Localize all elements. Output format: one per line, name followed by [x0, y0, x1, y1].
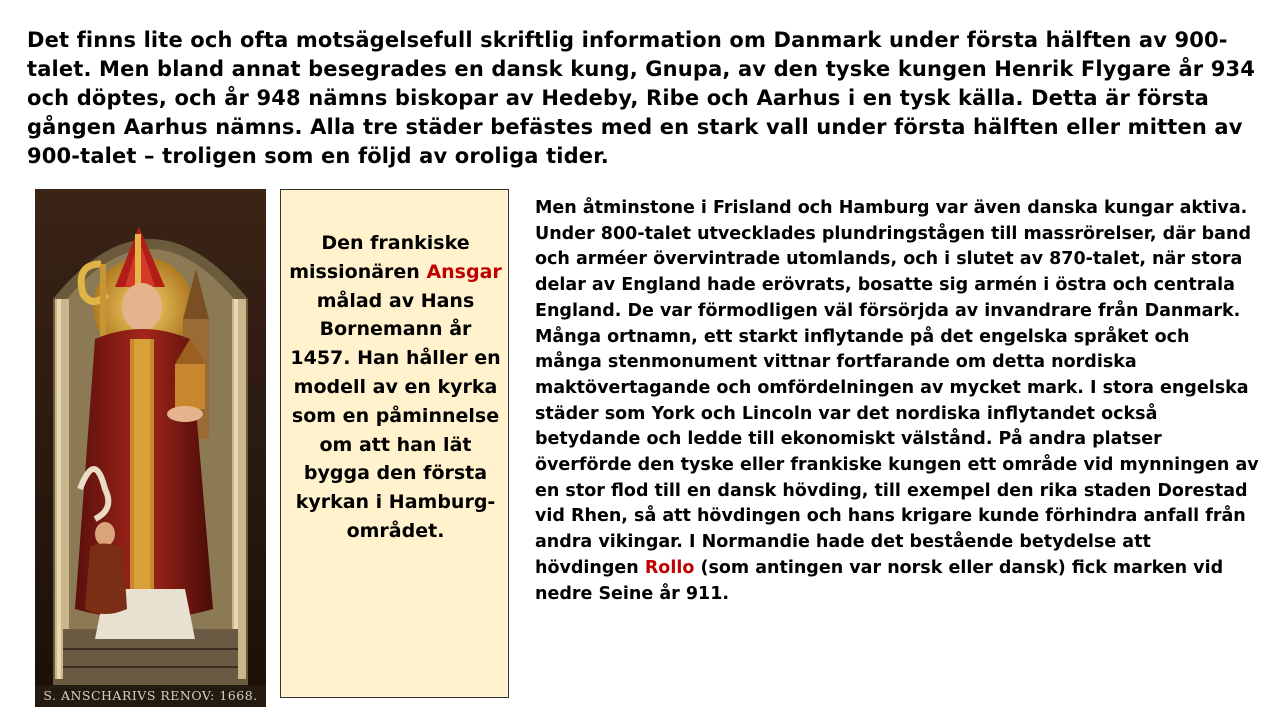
ansgar-portrait-image: [35, 189, 266, 707]
main-paragraph-after: (som antingen var norsk eller dansk) fick marken vid nedre Seine år 911.: [535, 557, 1224, 604]
caption-text-after: målad av Hans Bornemann år 1457. Han håller en modell av en kyrka som en påminnelse om att han lät bygga den första kyrkan i Hamburg-området.: [290, 289, 501, 542]
main-paragraph-before: Men åtminstone i Frisland och Hamburg var även danska kungar aktiva. Under 800-talet utvecklades plundringstågen till massrörelser, där band och arméer övervintrade utomlands, och i slutet av 870-talet, när stora delar av England hade erövrats, bosatte sig armén i östra och centrala England. De var förmodligen väl försörjda av invandrare från Danmark. Många ortnamn, ett starkt inflytande på det engelska språket och många stenmonument vittnar fortfarande om detta nordiska maktövertagande och omfördelningen av mycket mark. I stora engelska städer som York och Lincoln var det nordiska inflytandet också betydande och ledde till ekonomiskt välstånd. På andra platser överförde den tyske eller frankiske kungen ett område vid mynningen av en stor flod till en dansk hövding, till exempel den rika staden Dorestad vid Rhen, så att hövdingen och hans krigare kunde förhindra anfall från andra vikingar. I Normandie hade det bestående betydelse att hövdingen: [535, 198, 1259, 578]
caption-text-before: Den frankiske missionären: [289, 232, 470, 283]
caption-highlight-ansgar: Ansgar: [426, 260, 502, 283]
ansgar-painting: [35, 189, 266, 707]
caption-box: [280, 189, 509, 698]
main-highlight-rollo: Rollo: [644, 557, 695, 578]
intro-paragraph: Det finns lite och ofta motsägelsefull skriftlig information om Danmark under första hälften av 900-talet. Men bland annat besegrades en dansk kung, Gnupa, av den tyske kungen Henrik Flygare år 934 och döptes, och år 948 nämns biskopar av Hedeby, Ribe och Aarhus i en tysk källa. Detta är första gången Aarhus nämns. Alla tre städer befästes med en stark vall under första hälften eller mitten av 900-talet – troligen som en följd av oroliga tider.: [27, 28, 1256, 168]
caption-text: [281, 229, 510, 546]
portrait-inscription: S. ANSCHARIVS RENOV: 1668.: [43, 688, 258, 703]
main-paragraph: [535, 196, 1260, 607]
